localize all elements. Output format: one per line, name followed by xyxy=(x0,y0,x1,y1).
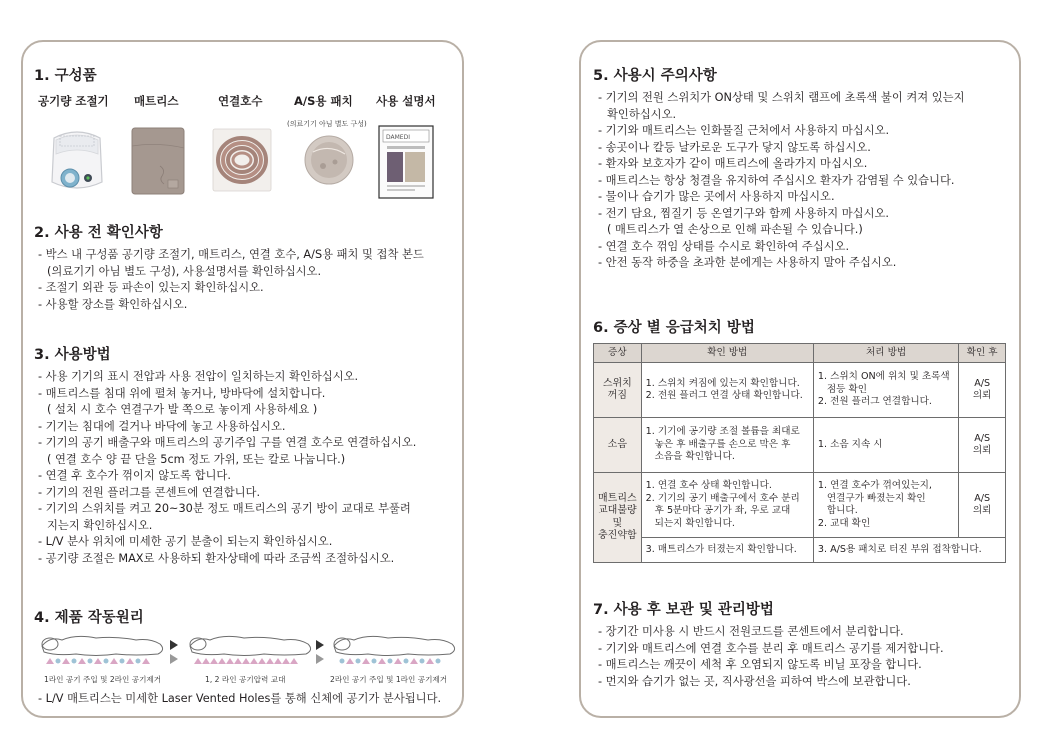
check-text: 놓은 후 배출구를 손으로 막은 후 xyxy=(654,438,791,450)
after-text: A/S xyxy=(974,492,991,504)
usage-list xyxy=(38,369,416,567)
after-text: 의뢰 xyxy=(972,505,992,516)
fix-cell: 1. 소음 지속 시 xyxy=(813,418,958,473)
mattress-image xyxy=(130,126,186,196)
precheck-list xyxy=(38,247,424,313)
fix-text: 1. 스위치 ON에 위치 및 초록색 xyxy=(817,371,950,383)
principle-caption-2: 1, 2 라인 공기압력 교대 xyxy=(205,675,286,684)
section-title-cautions: 5. 사용시 주의사항 xyxy=(593,68,717,84)
symptom-text: 교대불량 xyxy=(598,505,637,516)
table-header-row xyxy=(594,344,1006,363)
usage-line: ( 설치 시 호수 연결구가 발 쪽으로 놓이게 사용하세요 ) xyxy=(47,403,318,416)
check-text: 2. 전원 플러그 연결 상태 확인합니다. xyxy=(645,390,803,401)
check-cell xyxy=(641,363,813,418)
fix-text: 점등 확인 xyxy=(826,383,868,395)
usage-line: - 연결 후 호수가 꺾이지 않도록 합니다. xyxy=(38,469,231,482)
usage-line: - 기기의 전원 플러그를 콘센트에 연결합니다. xyxy=(38,485,261,499)
usage-line: - 기기의 공기 배출구와 매트리스의 공기주입 구를 연결 호수로 연결하십시오. xyxy=(38,436,417,449)
fix-cell xyxy=(813,363,958,418)
after-cell xyxy=(959,363,1006,418)
precheck-line: - 박스 내 구성품 공기량 조절기, 매트리스, 연결 호수, A/S용 패치 및 접착 본드 xyxy=(38,248,424,261)
symptom-text: 충진약함 xyxy=(598,530,637,541)
fix-text: 1. 연결 호수가 꺾여있는지, xyxy=(817,480,932,491)
component-label-hose: 연결호수 xyxy=(218,94,263,108)
after-cell xyxy=(959,418,1006,473)
arrow-right-icon xyxy=(316,654,324,664)
fix-cell: 3. A/S용 패치로 터진 부위 접착합니다. xyxy=(813,538,1005,563)
symptom-text: 및 xyxy=(612,517,623,529)
fix-text: 2. 전원 플러그 연결합니다. xyxy=(817,396,932,408)
principle-diagram xyxy=(36,630,456,674)
arrow-right-icon xyxy=(316,640,324,650)
fix-text: 2. 교대 확인 xyxy=(817,517,871,529)
principle-caption-3: 2라인 공기 주입 및 1라인 공기제거 xyxy=(330,675,448,684)
arrow-right-icon xyxy=(170,654,178,664)
component-label-manual: 사용 설명서 xyxy=(376,94,436,108)
storage-line: - 장기간 미사용 시 반드시 전원코드를 콘센트에서 분리합니다. xyxy=(598,625,904,638)
after-text: A/S xyxy=(974,432,991,444)
usage-line: - L/V 분사 위치에 미세한 공기 분출이 되는지 확인하십시오. xyxy=(38,535,333,548)
principle-figure-1 xyxy=(42,636,163,664)
storage-line: - 매트리스는 깨끗이 세척 후 오염되지 않도록 비닐 포장을 합니다. xyxy=(598,658,922,671)
usage-line: - 매트리스를 침대 위에 펼쳐 놓거나, 방바닥에 설치합니다. xyxy=(38,386,326,400)
principle-figure-3 xyxy=(334,636,455,664)
after-text: 의뢰 xyxy=(972,390,992,401)
section-title-usage: 3. 사용방법 xyxy=(34,347,111,363)
section-title-principle: 4. 제품 작동원리 xyxy=(34,610,144,626)
cautions-list xyxy=(598,90,964,272)
precheck-line: - 조절기 외관 등 파손이 있는지 확인하십시오. xyxy=(38,281,264,294)
usage-line: ( 연결 호수 양 끝 단을 5cm 정도 가위, 또는 칼로 나눕니다.) xyxy=(47,452,346,466)
caution-line: - 전기 담요, 찜질기 등 온열기구와 함께 사용하지 마십시오. xyxy=(598,206,889,220)
check-cell xyxy=(641,473,813,538)
hose-image xyxy=(211,127,273,193)
symptom-text: 스위치 xyxy=(602,377,632,389)
symptom-text: 꺼짐 xyxy=(607,390,627,401)
principle-caption-1: 1라인 공기 주입 및 2라인 공기제거 xyxy=(44,675,162,684)
check-text: 1. 기기에 공기량 조절 볼륨을 최대로 xyxy=(645,426,800,438)
check-text: 되는지 확인합니다. xyxy=(654,517,735,529)
symptom-cell xyxy=(594,473,642,563)
caution-line: - 물이나 습기가 많은 곳에서 사용하지 마십시오. xyxy=(598,190,835,203)
component-patch-note: (의료기기 아님 별도 구성) xyxy=(287,120,367,128)
table-row xyxy=(594,538,1006,563)
check-cell: 3. 매트리스가 터졌는지 확인합니다. xyxy=(641,538,813,563)
table-header-cell: 증상 xyxy=(594,344,642,363)
section-title-precheck: 2. 사용 전 확인사항 xyxy=(34,225,163,241)
caution-line: - 환자와 보호자가 같이 매트리스에 올라가지 마십시오. xyxy=(598,157,868,170)
caution-line: - 기기와 매트리스는 인화물질 근처에서 사용하지 마십시오. xyxy=(598,124,890,137)
manual-cover-title: DAMEDI xyxy=(386,134,410,141)
principle-note: - L/V 매트리스는 미세한 Laser Vented Holes를 통해 신체에 공기가 분사됩니다. xyxy=(38,692,442,705)
component-label-controller: 공기량 조절기 xyxy=(38,94,109,108)
controller-image xyxy=(48,124,106,198)
after-text: 의뢰 xyxy=(972,445,992,456)
arrow-right-icon xyxy=(170,640,178,650)
after-text: A/S xyxy=(974,377,991,389)
component-label-mattress: 매트리스 xyxy=(134,94,179,108)
section-title-components: 1. 구성품 xyxy=(34,68,97,84)
symptom-cell: 소음 xyxy=(594,418,642,473)
symptom-text: 매트리스 xyxy=(598,492,637,504)
firstaid-table xyxy=(593,343,1006,563)
caution-line: - 연결 호수 꺾임 상태를 수시로 확인하여 주십시오. xyxy=(598,239,850,253)
table-row xyxy=(594,363,1006,418)
component-label-patch: A/S용 패치 xyxy=(294,94,353,108)
caution-line: - 송곳이나 칼등 날카로운 도구가 닿지 않도록 하십시오. xyxy=(598,140,871,154)
section-title-firstaid: 6. 증상 별 응급처치 방법 xyxy=(593,320,755,336)
caution-line: 확인하십시오. xyxy=(607,107,677,121)
caution-line: - 기기의 전원 스위치가 ON상태 및 스위치 램프에 초록색 불이 켜져 있는지 xyxy=(598,91,965,104)
usage-line: - 사용 기기의 표시 전압과 사용 전압이 일치하는지 확인하십시오. xyxy=(38,370,359,383)
check-cell xyxy=(641,418,813,473)
check-text: 1. 스위치 켜짐에 있는지 확인합니다. xyxy=(645,377,800,389)
principle-figure-2 xyxy=(190,636,311,664)
caution-line: - 안전 동작 하중을 초과한 분에게는 사용하지 말아 주십시오. xyxy=(598,256,897,269)
symptom-cell xyxy=(594,363,642,418)
caution-line: - 매트리스는 항상 청결을 유지하여 주십시오 환자가 감염될 수 있습니다. xyxy=(598,173,955,187)
usage-line: - 기기는 침대에 걸거나 바닥에 놓고 사용하십시오. xyxy=(38,419,286,433)
storage-list xyxy=(598,624,944,690)
check-text: 후 5분마다 공기가 좌, 우로 교대 xyxy=(654,505,791,516)
precheck-line: (의료기기 아님 별도 구성), 사용설명서를 확인하십시오. xyxy=(47,264,322,278)
check-text: 소음을 확인합니다. xyxy=(654,451,735,463)
manual-image xyxy=(378,125,434,199)
check-text: 2. 기기의 공기 배출구에서 호수 분리 xyxy=(645,492,800,504)
caution-line: ( 매트리스가 열 손상으로 인해 파손될 수 있습니다.) xyxy=(607,223,863,236)
usage-line: - 기기의 스위치를 켜고 20~30분 정도 매트리스의 공기 방이 교대로 부풀려 xyxy=(38,502,411,515)
table-header-cell: 확인 방법 xyxy=(641,344,813,363)
section-title-storage: 7. 사용 후 보관 및 관리방법 xyxy=(593,602,774,618)
fix-cell xyxy=(813,473,958,538)
check-text: 1. 연결 호수 상태 확인합니다. xyxy=(645,480,772,491)
storage-line: - 먼지와 습기가 없는 곳, 직사광선을 피하여 박스에 보관합니다. xyxy=(598,674,911,688)
storage-line: - 기기와 매트리스에 연결 호수를 분리 후 매트리스 공기를 제거합니다. xyxy=(598,641,944,655)
usage-line: 지는지 확인하십시오. xyxy=(47,518,153,532)
usage-line: - 공기량 조절은 MAX로 사용하되 환자상태에 따라 조금씩 조절하십시오. xyxy=(38,551,395,565)
after-cell xyxy=(959,473,1006,538)
table-header-cell: 처리 방법 xyxy=(813,344,958,363)
table-row xyxy=(594,473,1006,538)
fix-text: 연결구가 빠졌는지 확인 xyxy=(826,492,926,504)
fix-text: 합니다. xyxy=(826,505,858,516)
table-header-cell: 확인 후 xyxy=(959,344,1006,363)
precheck-line: - 사용할 장소를 확인하십시오. xyxy=(38,297,188,311)
patch-image xyxy=(303,134,355,186)
table-row xyxy=(594,418,1006,473)
